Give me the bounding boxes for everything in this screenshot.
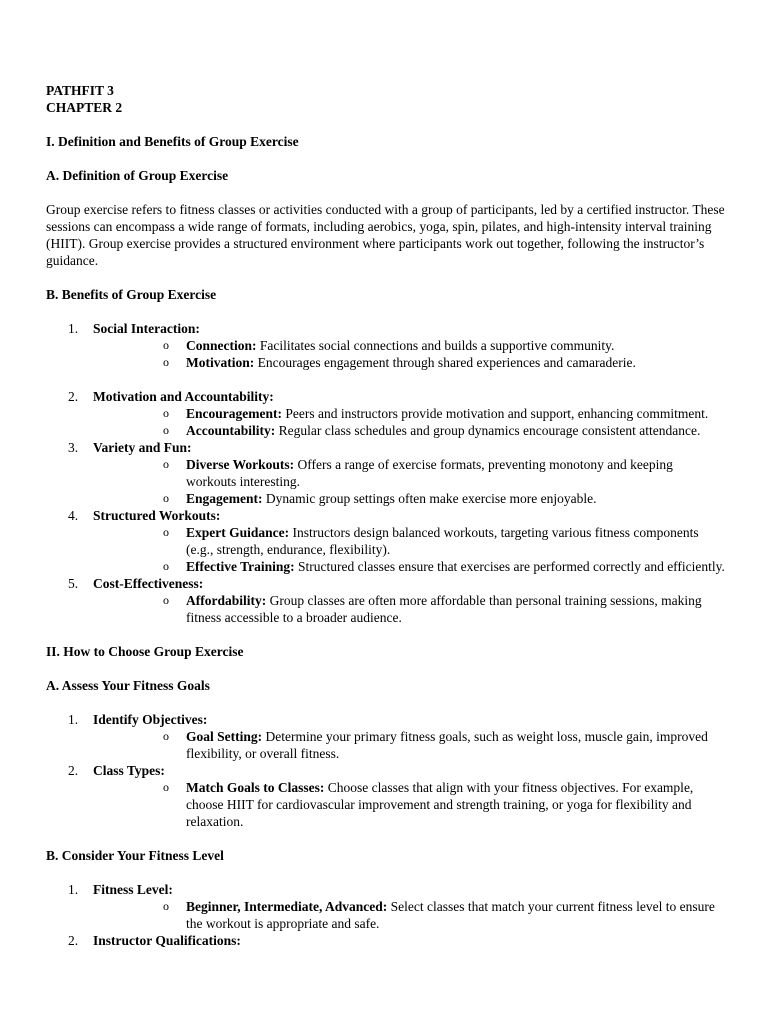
list-item (46, 762, 726, 830)
sub-list-item (93, 524, 726, 558)
definition-paragraph: Group exercise refers to fitness classes or activities conducted with a group of participants, led by a certified instructor. These sessions can encompass a wide range of formats, including aerobics, yoga, spin, pilates, and high-intensity interval training (HIIT). Group exercise provides a structured environment where participants work out together, following the instructor’s guidance. (46, 202, 725, 268)
list-item (46, 388, 726, 439)
bullet-icon: o (163, 491, 169, 505)
sub-list (93, 405, 726, 439)
sub-list (93, 728, 726, 762)
sub-list (93, 524, 726, 575)
sub-list-item (93, 558, 726, 575)
sub-item-term: Expert Guidance: (186, 525, 290, 540)
list-item (46, 507, 726, 575)
sub-item-text: Regular class schedules and group dynamics encourage consistent attendance. (275, 423, 701, 438)
bullet-icon: o (163, 780, 169, 794)
sub-list (93, 898, 726, 932)
sub-list-item (93, 456, 726, 490)
bullet-icon: o (163, 457, 169, 471)
sub-item-text: Select classes that match your current fitness level to ensure the workout is appropriate and safe. (186, 899, 715, 931)
goals-list (46, 711, 726, 830)
sub-item-text: Determine your primary fitness goals, such as weight loss, muscle gain, improved flexibility, or overall fitness. (186, 729, 708, 761)
sub-item-term: Effective Training: (186, 559, 295, 574)
sub-item-term: Match Goals to Classes: (186, 780, 325, 795)
list-item-number: 2. (68, 763, 79, 778)
list-item-title: Motivation and Accountability: (93, 389, 274, 404)
list-item (46, 932, 726, 949)
benefits-list (46, 320, 726, 626)
list-item-title: Identify Objectives: (93, 712, 208, 727)
bullet-icon: o (163, 593, 169, 607)
bullet-icon: o (163, 899, 169, 913)
list-item-number: 5. (68, 576, 79, 591)
list-item (46, 320, 726, 371)
bullet-icon: o (163, 338, 169, 352)
list-item (46, 881, 726, 932)
sub-list-item (93, 898, 726, 932)
bullet-icon: o (163, 423, 169, 437)
sub-item-term: Connection: (186, 338, 257, 353)
bullet-icon: o (163, 559, 169, 573)
sub-item-term: Affordability: (186, 593, 267, 608)
list-item-title: Structured Workouts: (93, 508, 221, 523)
sub-item-text: Group classes are often more affordable than personal training sessions, making fitness accessible to a broader audience. (186, 593, 702, 625)
sub-item-text: Peers and instructors provide motivation and support, enhancing commitment. (281, 406, 709, 421)
sub-item-text: Offers a range of exercise formats, preventing monotony and keeping workouts interesting. (186, 457, 673, 489)
sub-list-item (93, 728, 726, 762)
section-1b-heading: B. Benefits of Group Exercise (46, 287, 217, 302)
bullet-icon: o (163, 525, 169, 539)
section-2b-heading: B. Consider Your Fitness Level (46, 848, 224, 863)
sub-item-term: Engagement: (186, 491, 263, 506)
sub-list-item (93, 422, 726, 439)
sub-item-text: Instructors design balanced workouts, targeting various fitness components (e.g., strength, endurance, flexibility). (186, 525, 699, 557)
document-content (46, 82, 726, 949)
sub-list-item (93, 490, 726, 507)
sub-list (93, 456, 726, 507)
sub-item-text: Choose classes that align with your fitness objectives. For example, choose HIIT for cardiovascular improvement and strength training, or yoga for flexibility and relaxation. (186, 780, 694, 829)
list-item (46, 711, 726, 762)
sub-list-item (93, 337, 726, 354)
sub-list (93, 337, 726, 371)
list-item (46, 439, 726, 507)
sub-item-text: Dynamic group settings often make exercise more enjoyable. (262, 491, 597, 506)
list-item-title: Cost-Effectiveness: (93, 576, 204, 591)
bullet-icon: o (163, 406, 169, 420)
list-item-number: 4. (68, 508, 79, 523)
list-item-title: Class Types: (93, 763, 165, 778)
sub-list-item (93, 405, 726, 422)
sub-list (93, 779, 726, 830)
sub-item-term: Beginner, Intermediate, Advanced: (186, 899, 388, 914)
list-item-title: Social Interaction: (93, 321, 200, 336)
sub-item-text: Structured classes ensure that exercises are performed correctly and efficiently. (294, 559, 725, 574)
chapter-title: CHAPTER 2 (46, 100, 123, 115)
sub-list-item (93, 592, 726, 626)
sub-item-text: Facilitates social connections and builds a supportive community. (256, 338, 615, 353)
fitness-level-list (46, 881, 726, 949)
list-item-title: Instructor Qualifications: (93, 933, 241, 948)
sub-list-item (93, 354, 726, 371)
sub-item-term: Accountability: (186, 423, 276, 438)
list-item (46, 575, 726, 626)
sub-item-term: Encouragement: (186, 406, 282, 421)
bullet-icon: o (163, 729, 169, 743)
sub-item-term: Motivation: (186, 355, 255, 370)
sub-list-item (93, 779, 726, 830)
section-2a-heading: A. Assess Your Fitness Goals (46, 678, 210, 693)
course-title: PATHFIT 3 (46, 83, 114, 98)
list-item-number: 1. (68, 882, 79, 897)
section-1a-heading: A. Definition of Group Exercise (46, 168, 229, 183)
section-2-heading: II. How to Choose Group Exercise (46, 644, 244, 659)
list-item-number: 2. (68, 389, 79, 404)
sub-item-term: Diverse Workouts: (186, 457, 295, 472)
sub-item-term: Goal Setting: (186, 729, 263, 744)
list-item-number: 3. (68, 440, 79, 455)
sub-item-text: Encourages engagement through shared experiences and camaraderie. (254, 355, 636, 370)
list-item-title: Fitness Level: (93, 882, 173, 897)
list-item-number: 1. (68, 321, 79, 336)
bullet-icon: o (163, 355, 169, 369)
list-item-title: Variety and Fun: (93, 440, 192, 455)
list-item-number: 2. (68, 933, 79, 948)
list-item-number: 1. (68, 712, 79, 727)
section-1-heading: I. Definition and Benefits of Group Exercise (46, 134, 299, 149)
sub-list (93, 592, 726, 626)
